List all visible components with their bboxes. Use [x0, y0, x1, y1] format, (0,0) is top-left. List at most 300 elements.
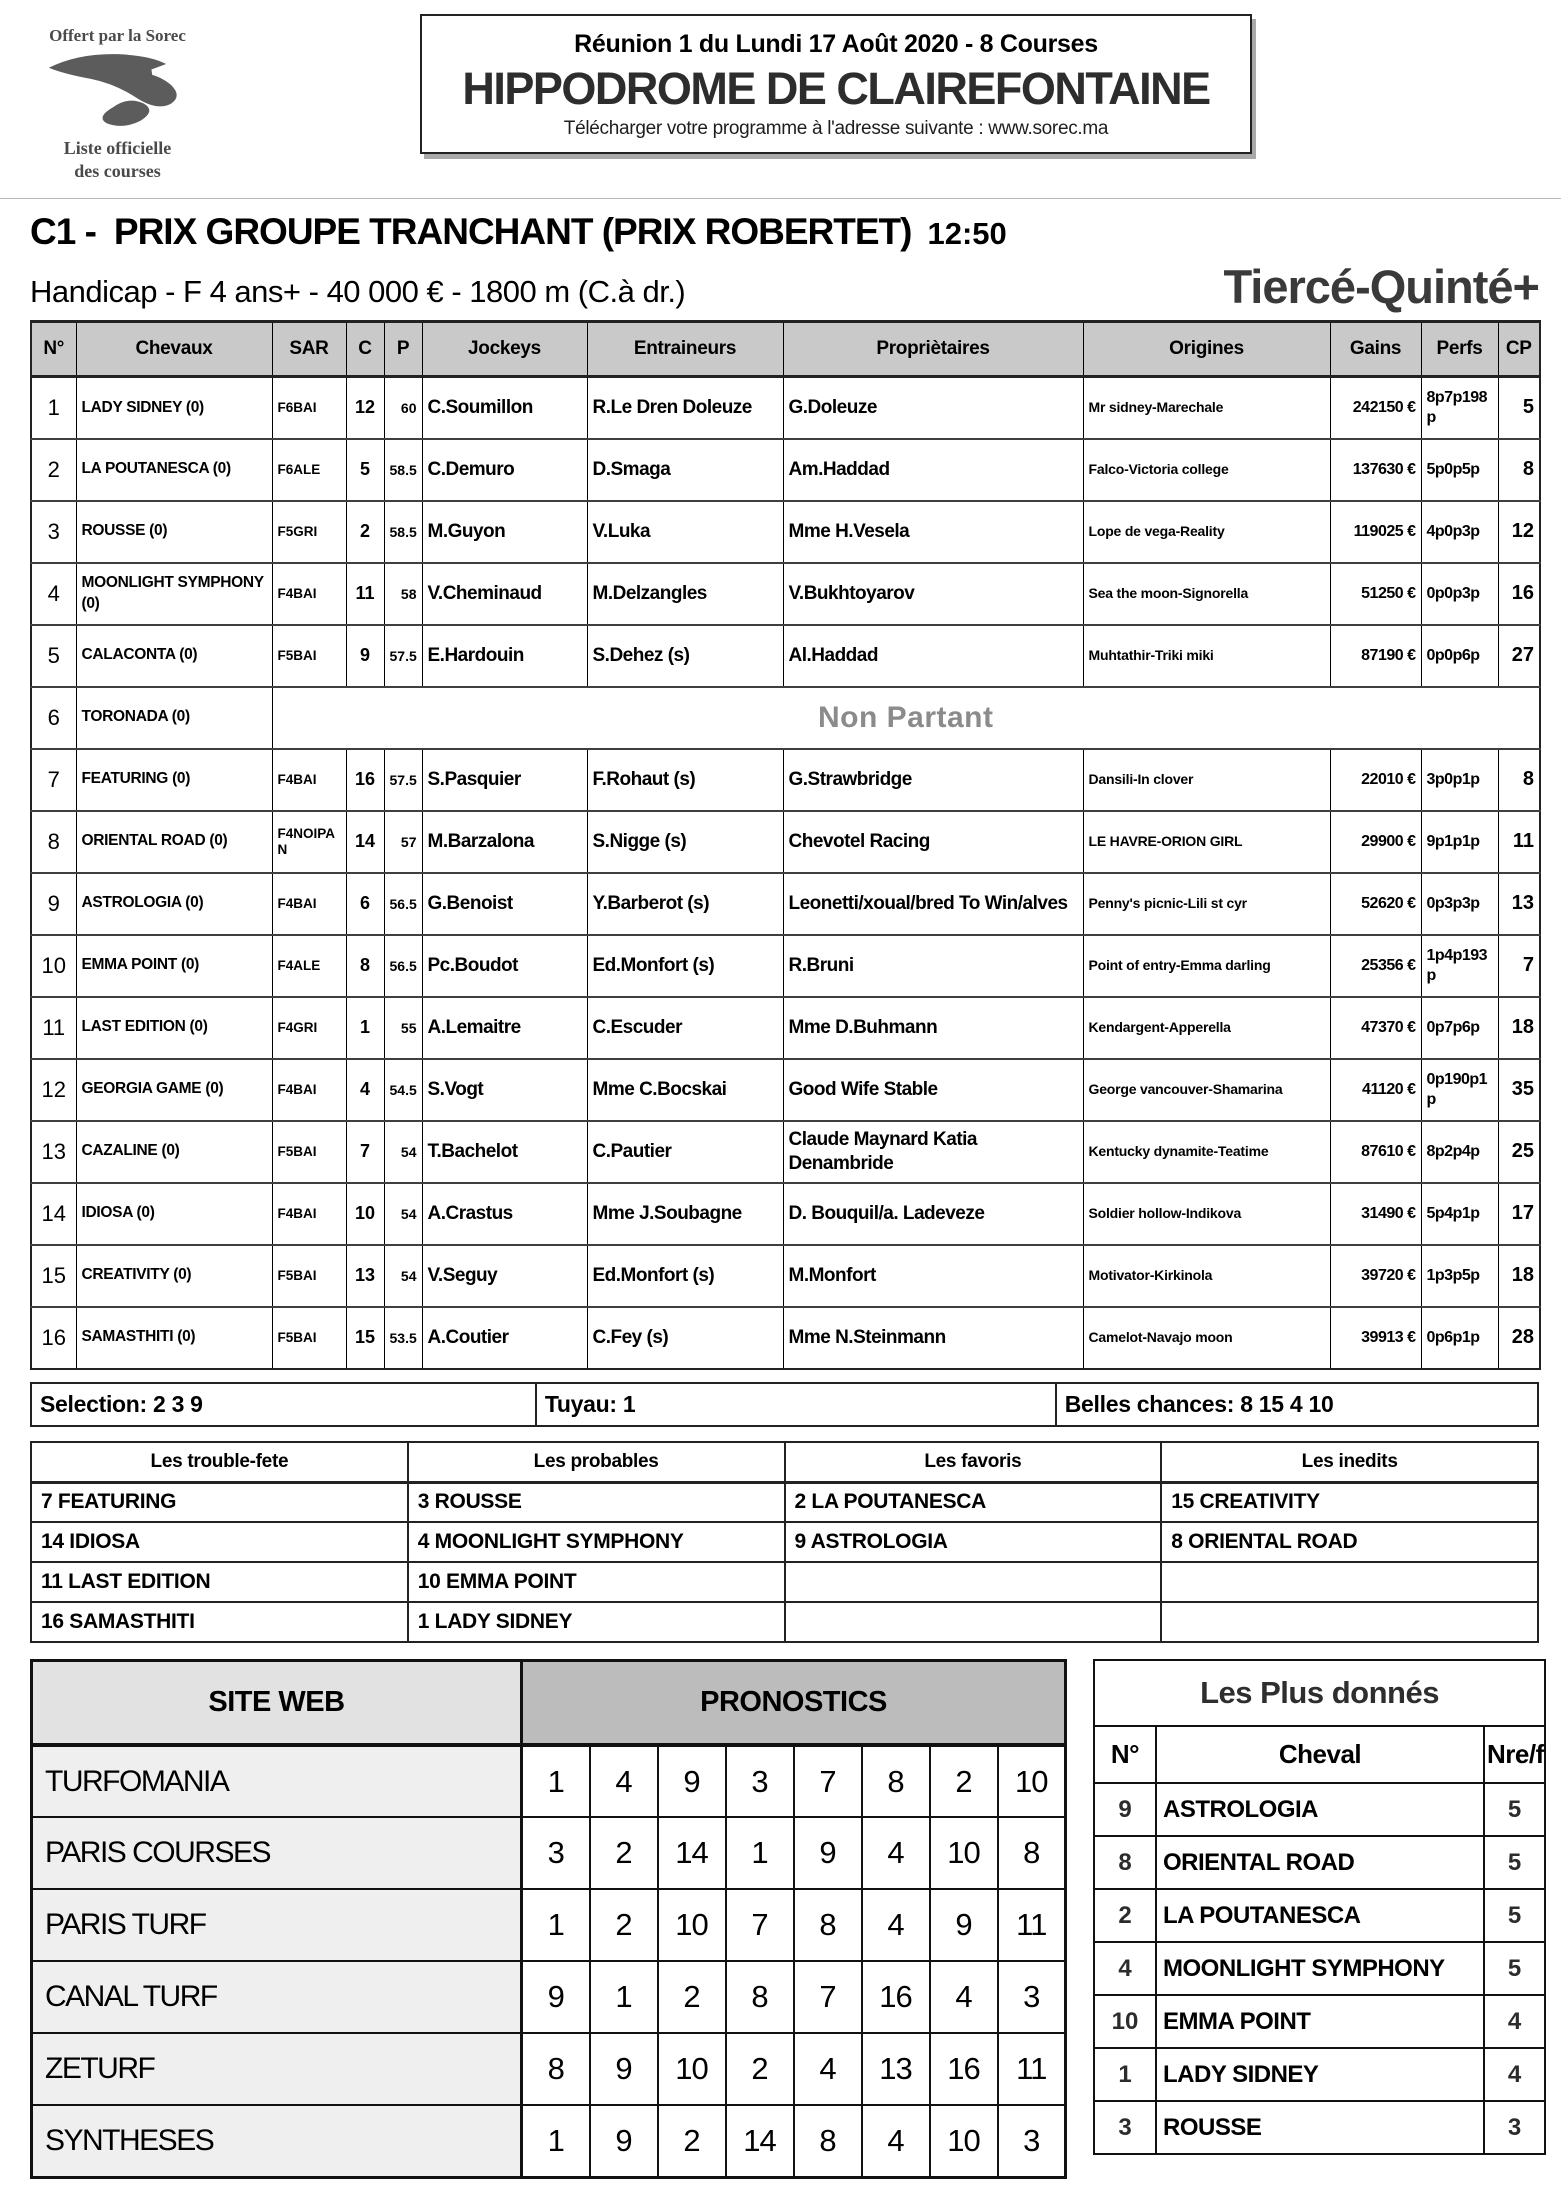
runner-owner: Am.Haddad	[783, 439, 1083, 501]
runner-number: 3	[31, 501, 76, 563]
plus-donnes-horse-name: LA POUTANESCA	[1156, 1889, 1484, 1942]
col-header-origines: Origines	[1083, 322, 1330, 377]
runner-corde: 6	[346, 873, 384, 935]
plus-donnes-row	[1094, 2101, 1545, 2154]
runner-gains: 29900 €	[1330, 811, 1421, 873]
runner-jockey: E.Hardouin	[422, 625, 587, 687]
plus-donnes-col-cheval: Cheval	[1156, 1726, 1484, 1783]
runner-perfs: 0p3p3p	[1421, 873, 1498, 935]
col-header-num: N°	[31, 322, 76, 377]
runner-jockey: S.Vogt	[422, 1059, 587, 1121]
runner-horse-name: ASTROLOGIA (0)	[76, 873, 272, 935]
pick-inedit	[1161, 1562, 1538, 1602]
picks-row	[31, 1482, 1538, 1522]
col-header-c: C	[346, 322, 384, 377]
pronostic-pick-4: 7	[726, 1889, 794, 1961]
runner-sar: F4BAI	[272, 563, 346, 625]
runner-row	[31, 1245, 1540, 1307]
runner-owner: Mme H.Vesela	[783, 501, 1083, 563]
pronostic-pick-8: 11	[998, 2033, 1066, 2105]
plus-donnes-horse-name: ASTROLOGIA	[1156, 1783, 1484, 1836]
runner-poids: 57.5	[384, 749, 422, 811]
runner-owner: Claude Maynard Katia Denambride	[783, 1121, 1083, 1183]
pick-trouble-fete: 14 IDIOSA	[31, 1522, 408, 1562]
pronostic-pick-8: 8	[998, 1817, 1066, 1889]
runner-jockey: Pc.Boudot	[422, 935, 587, 997]
race-title-line	[30, 211, 1539, 253]
runner-jockey: M.Barzalona	[422, 811, 587, 873]
site-web-header: SITE WEB	[32, 1661, 522, 1746]
pronostic-pick-3: 9	[658, 1745, 726, 1817]
pronostic-pick-7: 4	[930, 1961, 998, 2033]
runner-owner: D. Bouquil/a. Ladeveze	[783, 1183, 1083, 1245]
runner-poids: 56.5	[384, 935, 422, 997]
race-conditions-line	[30, 260, 1539, 313]
runner-cp: 27	[1498, 625, 1540, 687]
runner-number: 8	[31, 811, 76, 873]
runner-perfs: 0p6p1p	[1421, 1307, 1498, 1369]
runner-perfs: 0p0p3p	[1421, 563, 1498, 625]
runner-jockey: C.Soumillon	[422, 377, 587, 439]
runner-perfs: 5p4p1p	[1421, 1183, 1498, 1245]
pronostic-pick-3: 2	[658, 1961, 726, 2033]
plus-donnes-title: Les Plus donnés	[1094, 1660, 1545, 1726]
runner-gains: 52620 €	[1330, 873, 1421, 935]
runner-horse-name: SAMASTHITI (0)	[76, 1307, 272, 1369]
pronostic-pick-2: 2	[590, 1817, 658, 1889]
runners-header-row	[31, 322, 1540, 377]
picks-col-trouble-fete: Les trouble-fete	[31, 1442, 408, 1483]
col-header-perfs: Perfs	[1421, 322, 1498, 377]
runner-poids: 56.5	[384, 873, 422, 935]
runner-sar: F4GRI	[272, 997, 346, 1059]
runner-corde: 7	[346, 1121, 384, 1183]
runners-table	[30, 320, 1541, 1370]
runner-corde: 10	[346, 1183, 384, 1245]
runner-trainer: D.Smaga	[587, 439, 783, 501]
runner-poids: 58.5	[384, 439, 422, 501]
pronostic-pick-3: 14	[658, 1817, 726, 1889]
runner-gains: 39720 €	[1330, 1245, 1421, 1307]
site-name: CANAL TURF	[32, 1961, 522, 2033]
runner-number: 16	[31, 1307, 76, 1369]
runner-horse-name: EMMA POINT (0)	[76, 935, 272, 997]
plus-donnes-count: 5	[1484, 1783, 1545, 1836]
pronostic-pick-5: 4	[794, 2033, 862, 2105]
runner-trainer: C.Pautier	[587, 1121, 783, 1183]
pick-inedit: 8 ORIENTAL ROAD	[1161, 1522, 1538, 1562]
pick-favori	[785, 1602, 1162, 1642]
pronostic-pick-5: 8	[794, 1889, 862, 1961]
pronostic-pick-2: 9	[590, 2033, 658, 2105]
runner-sar: F4BAI	[272, 749, 346, 811]
picks-col-probables: Les probables	[408, 1442, 785, 1483]
pick-probable: 1 LADY SIDNEY	[408, 1602, 785, 1642]
runner-perfs: 1p4p193p	[1421, 935, 1498, 997]
runner-cp: 16	[1498, 563, 1540, 625]
selection-bar	[30, 1382, 1539, 1427]
runner-origin: Camelot-Navajo moon	[1083, 1307, 1330, 1369]
runner-jockey: A.Coutier	[422, 1307, 587, 1369]
pick-favori	[785, 1562, 1162, 1602]
runner-gains: 87190 €	[1330, 625, 1421, 687]
runner-poids: 54	[384, 1121, 422, 1183]
plus-donnes-title-row	[1094, 1660, 1545, 1726]
runner-sar: F5GRI	[272, 501, 346, 563]
pronostic-pick-6: 13	[862, 2033, 930, 2105]
runner-row	[31, 1121, 1540, 1183]
pronostic-pick-3: 10	[658, 1889, 726, 1961]
pronostic-pick-6: 8	[862, 1745, 930, 1817]
runner-poids: 54	[384, 1245, 422, 1307]
runner-owner: G.Doleuze	[783, 377, 1083, 439]
pronostic-row	[32, 1745, 1066, 1817]
plus-donnes-header-row	[1094, 1726, 1545, 1783]
logo-caption-line1: Liste officielle	[63, 138, 172, 158]
picks-col-favoris: Les favoris	[785, 1442, 1162, 1483]
pick-probable: 3 ROUSSE	[408, 1482, 785, 1522]
runner-number: 5	[31, 625, 76, 687]
selection-value: Selection: 2 3 9	[40, 1390, 203, 1417]
runner-sar: F4BAI	[272, 873, 346, 935]
runner-trainer: V.Luka	[587, 501, 783, 563]
runner-perfs: 9p1p1p	[1421, 811, 1498, 873]
runner-gains: 242150 €	[1330, 377, 1421, 439]
pronostic-pick-1: 3	[522, 1817, 590, 1889]
belles-chances-value: Belles chances: 8 15 4 10	[1056, 1383, 1538, 1426]
runner-origin: Point of entry-Emma darling	[1083, 935, 1330, 997]
pronostic-pick-4: 3	[726, 1745, 794, 1817]
runner-row	[31, 935, 1540, 997]
runner-poids: 57	[384, 811, 422, 873]
pronostic-pick-5: 8	[794, 2105, 862, 2177]
runner-horse-name: FEATURING (0)	[76, 749, 272, 811]
runner-trainer: Y.Barberot (s)	[587, 873, 783, 935]
runner-trainer: F.Rohaut (s)	[587, 749, 783, 811]
runner-origin: Mr sidney-Marechale	[1083, 377, 1330, 439]
plus-donnes-horse-number: 9	[1094, 1783, 1156, 1836]
pronostic-pick-3: 10	[658, 2033, 726, 2105]
plus-donnes-count: 5	[1484, 1836, 1545, 1889]
site-name: ZETURF	[32, 2033, 522, 2105]
runner-owner: R.Bruni	[783, 935, 1083, 997]
runner-gains: 47370 €	[1330, 997, 1421, 1059]
runner-gains: 22010 €	[1330, 749, 1421, 811]
plus-donnes-count: 4	[1484, 2048, 1545, 2101]
col-header-p: P	[384, 322, 422, 377]
plus-donnes-count: 5	[1484, 1942, 1545, 1995]
runner-trainer: C.Escuder	[587, 997, 783, 1059]
runner-horse-name: CREATIVITY (0)	[76, 1245, 272, 1307]
plus-donnes-row	[1094, 1995, 1545, 2048]
runner-horse-name: LAST EDITION (0)	[76, 997, 272, 1059]
runner-origin: Soldier hollow-Indikova	[1083, 1183, 1330, 1245]
runner-corde: 13	[346, 1245, 384, 1307]
venue-title: HIPPODROME DE CLAIREFONTAINE	[462, 63, 1210, 114]
plus-donnes-horse-number: 10	[1094, 1995, 1156, 2048]
col-header-jockeys: Jockeys	[422, 322, 587, 377]
bottom-section	[30, 1659, 1544, 2179]
runner-trainer: S.Nigge (s)	[587, 811, 783, 873]
pick-favori: 2 LA POUTANESCA	[785, 1482, 1162, 1522]
runner-number: 10	[31, 935, 76, 997]
runner-corde: 2	[346, 501, 384, 563]
pronostic-pick-6: 4	[862, 2105, 930, 2177]
runner-origin: Sea the moon-Signorella	[1083, 563, 1330, 625]
logo-caption	[30, 137, 205, 182]
pick-probable: 4 MOONLIGHT SYMPHONY	[408, 1522, 785, 1562]
runner-gains: 25356 €	[1330, 935, 1421, 997]
runner-perfs: 8p7p198p	[1421, 377, 1498, 439]
runner-cp: 5	[1498, 377, 1540, 439]
runner-perfs: 3p0p1p	[1421, 749, 1498, 811]
pronostic-pick-8: 3	[998, 1961, 1066, 2033]
runner-owner: Mme D.Buhmann	[783, 997, 1083, 1059]
download-note: Télécharger votre programme à l'adresse suivante : www.sorec.ma	[563, 118, 1109, 140]
runner-owner: Al.Haddad	[783, 625, 1083, 687]
site-name: TURFOMANIA	[32, 1745, 522, 1817]
pronostic-pick-7: 9	[930, 1889, 998, 1961]
runner-jockey: A.Lemaitre	[422, 997, 587, 1059]
runner-perfs: 4p0p3p	[1421, 501, 1498, 563]
runner-perfs: 5p0p5p	[1421, 439, 1498, 501]
col-header-proprietaires: Propriètaires	[783, 322, 1083, 377]
pronostics-header-row	[32, 1661, 1066, 1746]
pick-inedit	[1161, 1602, 1538, 1642]
runner-owner: Chevotel Racing	[783, 811, 1083, 873]
pick-trouble-fete: 16 SAMASTHITI	[31, 1602, 408, 1642]
pronostic-row	[32, 2033, 1066, 2105]
pronostic-pick-1: 1	[522, 1889, 590, 1961]
runner-cp: 28	[1498, 1307, 1540, 1369]
runner-number: 15	[31, 1245, 76, 1307]
plus-donnes-count: 3	[1484, 2101, 1545, 2154]
runner-origin: Lope de vega-Reality	[1083, 501, 1330, 563]
runner-poids: 57.5	[384, 625, 422, 687]
runner-owner: G.Strawbridge	[783, 749, 1083, 811]
plus-donnes-horse-name: EMMA POINT	[1156, 1995, 1484, 2048]
runner-cp: 18	[1498, 1245, 1540, 1307]
runner-number: 1	[31, 377, 76, 439]
pick-trouble-fete: 7 FEATURING	[31, 1482, 408, 1522]
runner-horse-name: CAZALINE (0)	[76, 1121, 272, 1183]
runner-origin: Falco-Victoria college	[1083, 439, 1330, 501]
runner-origin: Kendargent-Apperella	[1083, 997, 1330, 1059]
runner-trainer: Ed.Monfort (s)	[587, 1245, 783, 1307]
runner-gains: 87610 €	[1330, 1121, 1421, 1183]
plus-donnes-row	[1094, 1783, 1545, 1836]
runner-row	[31, 873, 1540, 935]
logo-caption-line2: des courses	[74, 160, 161, 181]
pronostic-pick-1: 9	[522, 1961, 590, 2033]
pronostic-pick-6: 4	[862, 1889, 930, 1961]
site-name: PARIS TURF	[32, 1889, 522, 1961]
pronostics-header: PRONOSTICS	[522, 1661, 1066, 1746]
pick-probable: 10 EMMA POINT	[408, 1562, 785, 1602]
runner-number: 2	[31, 439, 76, 501]
bet-type-label: Tiercé-Quinté+	[1223, 260, 1539, 313]
plus-donnes-horse-number: 2	[1094, 1889, 1156, 1942]
picks-col-inedits: Les inedits	[1161, 1442, 1538, 1483]
pronostic-pick-1: 1	[522, 2105, 590, 2177]
plus-donnes-col-nref: Nre/f	[1484, 1726, 1545, 1783]
runner-cp: 17	[1498, 1183, 1540, 1245]
runner-perfs: 8p2p4p	[1421, 1121, 1498, 1183]
pronostic-pick-3: 2	[658, 2105, 726, 2177]
pronostic-pick-8: 3	[998, 2105, 1066, 2177]
runner-row	[31, 439, 1540, 501]
pronostic-row	[32, 1889, 1066, 1961]
runner-gains: 39913 €	[1330, 1307, 1421, 1369]
plus-donnes-horse-number: 4	[1094, 1942, 1156, 1995]
runner-cp: 7	[1498, 935, 1540, 997]
header-divider	[0, 198, 1561, 199]
runner-trainer: Mme C.Bocskai	[587, 1059, 783, 1121]
pronostic-row	[32, 1961, 1066, 2033]
runner-gains: 51250 €	[1330, 563, 1421, 625]
pronostic-pick-7: 2	[930, 1745, 998, 1817]
tuyau-value: Tuyau: 1	[536, 1383, 1056, 1426]
runner-corde: 4	[346, 1059, 384, 1121]
runner-corde: 12	[346, 377, 384, 439]
runner-cp: 8	[1498, 439, 1540, 501]
plus-donnes-horse-name: MOONLIGHT SYMPHONY	[1156, 1942, 1484, 1995]
runner-trainer: C.Fey (s)	[587, 1307, 783, 1369]
pronostic-row	[32, 2105, 1066, 2177]
site-name: PARIS COURSES	[32, 1817, 522, 1889]
plus-donnes-row	[1094, 1889, 1545, 1942]
runner-corde: 9	[346, 625, 384, 687]
runner-perfs: 0p0p6p	[1421, 625, 1498, 687]
runner-owner: Mme N.Steinmann	[783, 1307, 1083, 1369]
runner-poids: 54	[384, 1183, 422, 1245]
pronostic-pick-7: 16	[930, 2033, 998, 2105]
runner-owner: V.Bukhtoyarov	[783, 563, 1083, 625]
runner-trainer: Ed.Monfort (s)	[587, 935, 783, 997]
race-conditions: Handicap - F 4 ans+ - 40 000 € - 1800 m (C.à dr.)	[30, 274, 686, 309]
runner-row	[31, 1059, 1540, 1121]
runner-row	[31, 377, 1540, 439]
runner-jockey: V.Cheminaud	[422, 563, 587, 625]
pronostic-pick-4: 2	[726, 2033, 794, 2105]
runner-gains: 137630 €	[1330, 439, 1421, 501]
runner-sar: F6BAI	[272, 377, 346, 439]
plus-donnes-horse-name: ORIENTAL ROAD	[1156, 1836, 1484, 1889]
pronostics-table	[30, 1659, 1067, 2179]
runner-number: 12	[31, 1059, 76, 1121]
pick-inedit: 15 CREATIVITY	[1161, 1482, 1538, 1522]
plus-donnes-count: 5	[1484, 1889, 1545, 1942]
runner-corde: 14	[346, 811, 384, 873]
runner-sar: F5BAI	[272, 625, 346, 687]
pick-favori: 9 ASTROLOGIA	[785, 1522, 1162, 1562]
pronostic-pick-4: 1	[726, 1817, 794, 1889]
runner-origin: Kentucky dynamite-Teatime	[1083, 1121, 1330, 1183]
runner-row	[31, 563, 1540, 625]
runner-poids: 58	[384, 563, 422, 625]
runner-gains: 119025 €	[1330, 501, 1421, 563]
plus-donnes-row	[1094, 2048, 1545, 2101]
runner-row	[31, 1307, 1540, 1369]
sorec-logo	[30, 14, 205, 182]
runner-horse-name: ORIENTAL ROAD (0)	[76, 811, 272, 873]
runner-cp: 13	[1498, 873, 1540, 935]
pronostic-pick-1: 1	[522, 1745, 590, 1817]
runner-gains: 31490 €	[1330, 1183, 1421, 1245]
pick-trouble-fete: 11 LAST EDITION	[31, 1562, 408, 1602]
picks-row	[31, 1562, 1538, 1602]
runner-jockey: C.Demuro	[422, 439, 587, 501]
picks-header-row	[31, 1442, 1538, 1483]
runner-row	[31, 625, 1540, 687]
runner-perfs: 0p7p6p	[1421, 997, 1498, 1059]
col-header-gains: Gains	[1330, 322, 1421, 377]
plus-donnes-horse-number: 3	[1094, 2101, 1156, 2154]
horse-swoosh-logo-icon	[30, 48, 205, 137]
runner-number: 11	[31, 997, 76, 1059]
runner-cp: 25	[1498, 1121, 1540, 1183]
runner-jockey: G.Benoist	[422, 873, 587, 935]
runner-origin: Penny's picnic-Lili st cyr	[1083, 873, 1330, 935]
plus-donnes-horse-number: 8	[1094, 1836, 1156, 1889]
pronostic-pick-7: 10	[930, 1817, 998, 1889]
runner-origin: LE HAVRE-ORION GIRL	[1083, 811, 1330, 873]
runner-poids: 53.5	[384, 1307, 422, 1369]
runner-sar: F5BAI	[272, 1121, 346, 1183]
runner-horse-name: IDIOSA (0)	[76, 1183, 272, 1245]
runner-origin: Muhtathir-Triki miki	[1083, 625, 1330, 687]
picks-table	[30, 1441, 1539, 1644]
runner-owner: Good Wife Stable	[783, 1059, 1083, 1121]
pronostic-pick-2: 9	[590, 2105, 658, 2177]
runner-trainer: S.Dehez (s)	[587, 625, 783, 687]
runner-origin: George vancouver-Shamarina	[1083, 1059, 1330, 1121]
runner-corde: 16	[346, 749, 384, 811]
plus-donnes-row	[1094, 1836, 1545, 1889]
runner-horse-name: GEORGIA GAME (0)	[76, 1059, 272, 1121]
pronostic-pick-2: 2	[590, 1889, 658, 1961]
pronostic-pick-8: 10	[998, 1745, 1066, 1817]
pronostic-row	[32, 1817, 1066, 1889]
plus-donnes-horse-name: LADY SIDNEY	[1156, 2048, 1484, 2101]
runner-perfs: 0p190p1p	[1421, 1059, 1498, 1121]
runner-sar: F4ALE	[272, 935, 346, 997]
runner-corde: 8	[346, 935, 384, 997]
race-code: C1 -	[30, 211, 96, 252]
plus-donnes-horse-name: ROUSSE	[1156, 2101, 1484, 2154]
pronostic-pick-6: 4	[862, 1817, 930, 1889]
runner-poids: 55	[384, 997, 422, 1059]
runner-jockey: A.Crastus	[422, 1183, 587, 1245]
pronostic-pick-1: 8	[522, 2033, 590, 2105]
meeting-info-box	[420, 14, 1252, 154]
runner-horse-name: TORONADA (0)	[76, 687, 272, 749]
pronostic-pick-2: 4	[590, 1745, 658, 1817]
runner-sar: F4NOIPAN	[272, 811, 346, 873]
runner-sar: F6ALE	[272, 439, 346, 501]
race-time: 12:50	[927, 216, 1007, 251]
pronostic-pick-6: 16	[862, 1961, 930, 2033]
runner-sar: F4BAI	[272, 1183, 346, 1245]
runner-cp: 35	[1498, 1059, 1540, 1121]
runner-row	[31, 749, 1540, 811]
runner-sar: F5BAI	[272, 1307, 346, 1369]
runner-perfs: 1p3p5p	[1421, 1245, 1498, 1307]
runner-row	[31, 1183, 1540, 1245]
col-header-entraineurs: Entraineurs	[587, 322, 783, 377]
runner-owner: M.Monfort	[783, 1245, 1083, 1307]
pronostic-pick-5: 7	[794, 1745, 862, 1817]
